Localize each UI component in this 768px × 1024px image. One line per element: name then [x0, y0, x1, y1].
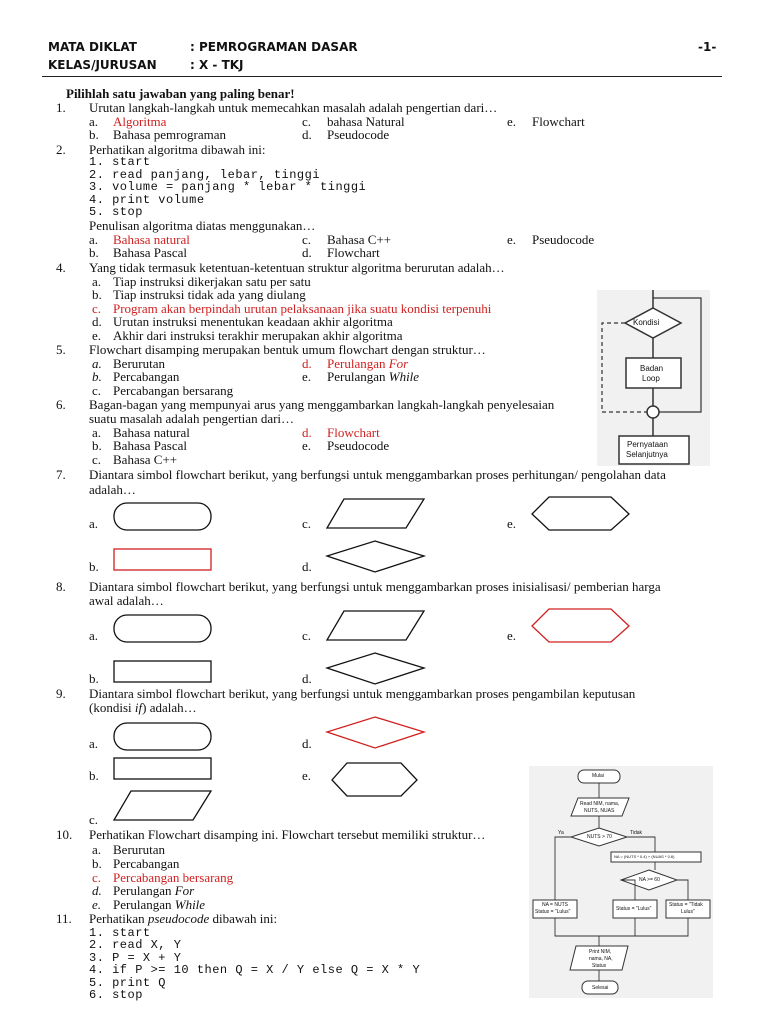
q1-d-option: Pseudocode	[327, 127, 390, 142]
q6-b-option: Bahasa Pascal	[113, 438, 188, 453]
q4-option-letter: e.	[92, 328, 102, 343]
q4-option-letter: b.	[92, 287, 102, 302]
q9-text2: (kondisi if) adalah…	[89, 700, 197, 715]
q2-d-option: Flowchart	[327, 245, 380, 260]
q7-a-letter: a.	[89, 516, 99, 531]
q11-code-line: 2. read X, Y	[89, 938, 182, 952]
q11-text: Perhatikan pseudocode dibawah ini:	[89, 911, 278, 926]
q1-text: Urutan langkah-langkah untuk memecahkan masalah adalah pengertian dari…	[89, 100, 498, 115]
q2-c-option: Bahasa C++	[327, 232, 392, 247]
q1-a-option: Algoritma	[113, 114, 167, 129]
q5-text: Flowchart disamping merupakan bentuk umum flowchart dengan struktur…	[89, 342, 486, 357]
q9-text: Diantara simbol flowchart berikut, yang berfungsi untuk menggambarkan proses pengambilan keputusan	[89, 686, 636, 701]
q11-code-line: 4. if P >= 10 then Q = X / Y else Q = X * Y	[89, 963, 421, 977]
flow-no-label: Tidak	[630, 830, 643, 836]
q2-c-letter: c.	[302, 232, 312, 247]
q6-a-option: Bahasa natural	[113, 425, 190, 440]
q2-e-option: Pseudocode	[532, 232, 595, 247]
q4-option-letter: d.	[92, 314, 102, 329]
q2-code-line: 2. read panjang, lebar, tinggi	[89, 168, 321, 182]
q7-text: Diantara simbol flowchart berikut, yang berfungsi untuk menggambarkan proses perhitungan/ pengolahan data	[89, 467, 666, 482]
input-output-symbol	[113, 790, 213, 822]
q9-d-letter: d.	[302, 736, 312, 751]
q11-code-line: 6. stop	[89, 988, 143, 1002]
q4-option: Tiap instruksi dikerjakan satu per satu	[113, 274, 311, 289]
q10-e-option: Perulangan While	[113, 897, 206, 912]
terminator-symbol	[113, 614, 213, 644]
q11-code-line: 1. start	[89, 926, 151, 940]
class-label: KELAS/JURUSAN	[48, 58, 157, 72]
q5-b-letter: b.	[92, 369, 102, 384]
preparation-symbol	[531, 496, 631, 532]
instruction: Pilihlah satu jawaban yang paling benar!	[66, 86, 295, 101]
flow-start-label: Mulai	[592, 773, 604, 779]
q5-b-option: Percabangan	[113, 369, 180, 384]
q2-code-line: 5. stop	[89, 205, 143, 219]
q8-b-letter: b.	[89, 671, 99, 686]
q9-b-letter: b.	[89, 768, 99, 783]
q6-b-letter: b.	[92, 438, 102, 453]
q1-c-letter: c.	[302, 114, 312, 129]
q6-a-letter: a.	[92, 425, 102, 440]
flow-right-box-label: Lulus"	[681, 909, 695, 915]
q2-code-line: 3. volume = panjang * lebar * tinggi	[89, 180, 367, 194]
loop-flowchart-figure	[597, 290, 710, 466]
flow-yes-label: Ya	[558, 830, 564, 836]
q10-a-option: Berurutan	[113, 842, 165, 857]
q1-b-letter: b.	[89, 127, 99, 142]
q9-number: 9.	[56, 686, 66, 701]
q10-c-option: Percabangan bersarang	[113, 870, 234, 885]
loop-kondisi-label: Kondisi	[633, 318, 660, 327]
q8-e-letter: e.	[507, 628, 517, 643]
q8-d-letter: d.	[302, 671, 312, 686]
q6-text: Bagan-bagan yang mempunyai arus yang menggambarkan langkah-langkah penyelesaian	[89, 397, 555, 412]
flow-calc-label: NA = (NUTS * 0.4) + (NUAS * 0.6)	[614, 854, 675, 859]
q6-d-letter: d.	[302, 425, 312, 440]
flow-left-box-label: NA = NUTS	[542, 902, 568, 908]
q5-d-letter: d.	[302, 356, 312, 371]
subject-value: : PEMROGRAMAN DASAR	[190, 40, 358, 54]
q6-c-letter: c.	[92, 452, 102, 467]
flow-right-box-label: Status = "Tidak	[669, 902, 703, 908]
flow-print-label: Print NIM,	[589, 949, 612, 955]
flow-left-box-label: Status = "Lulus"	[535, 909, 571, 915]
decision-symbol	[326, 540, 426, 574]
q9-a-letter: a.	[89, 736, 99, 751]
q7-text2: adalah…	[89, 482, 136, 497]
q1-e-option: Flowchart	[532, 114, 585, 129]
q1-e-letter: e.	[507, 114, 517, 129]
q10-d-letter: d.	[92, 883, 102, 898]
process-symbol	[113, 757, 213, 781]
q2-b-option: Bahasa Pascal	[113, 245, 188, 260]
flow-mid-box-label: Status = "Lulus"	[616, 906, 652, 912]
q10-number: 10.	[56, 827, 73, 842]
preparation-symbol	[531, 608, 631, 644]
q2-e-letter: e.	[507, 232, 517, 247]
q7-d-letter: d.	[302, 559, 312, 574]
q5-c-letter: c.	[92, 383, 102, 398]
q11-code-line: 5. print Q	[89, 976, 167, 990]
q10-c-letter: c.	[92, 870, 102, 885]
flow-print-label: Status	[592, 963, 607, 969]
q7-b-letter: b.	[89, 559, 99, 574]
flow-read-label: NUTS, NUAS	[584, 808, 615, 814]
flow-read-label: Read NIM, nama,	[580, 801, 620, 807]
loop-body-label: Loop	[642, 374, 660, 383]
q5-d-option: Perulangan For	[327, 356, 409, 371]
q8-text: Diantara simbol flowchart berikut, yang berfungsi untuk menggambarkan proses inisialisasi/ pemberian harga	[89, 579, 661, 594]
page-number: -1-	[698, 40, 717, 54]
q8-a-letter: a.	[89, 628, 99, 643]
q6-c-option: Bahasa C++	[113, 452, 178, 467]
branch-flowchart-figure	[529, 766, 713, 998]
input-output-symbol	[326, 610, 426, 642]
q1-d-letter: d.	[302, 127, 312, 142]
q7-number: 7.	[56, 467, 66, 482]
q2-text: Perhatikan algoritma dibawah ini:	[89, 142, 266, 157]
q10-text: Perhatikan Flowchart disamping ini. Flowchart tersebut memiliki struktur…	[89, 827, 486, 842]
flow-condition-label: NUTS > 70	[587, 834, 612, 840]
q2-text2: Penulisan algoritma diatas menggunakan…	[89, 218, 316, 233]
header-divider	[42, 76, 722, 77]
q4-option: Program akan berpindah urutan pelaksanaan jika suatu kondisi terpenuhi	[113, 301, 492, 316]
q1-number: 1.	[56, 100, 66, 115]
loop-next-label: Selanjutnya	[626, 450, 668, 459]
input-output-symbol	[326, 498, 426, 530]
q10-e-letter: e.	[92, 897, 102, 912]
q1-a-letter: a.	[89, 114, 99, 129]
q11-number: 11.	[56, 911, 72, 926]
flow-condition2-label: NA >= 60	[639, 877, 660, 883]
q5-a-letter: a.	[92, 356, 102, 371]
q4-option-letter: c.	[92, 301, 102, 316]
q1-c-option: bahasa Natural	[327, 114, 405, 129]
q7-c-letter: c.	[302, 516, 312, 531]
q11-code-line: 3. P = X + Y	[89, 951, 182, 965]
q4-option: Akhir dari instruksi terakhir merupakan akhir algoritma	[113, 328, 403, 343]
q6-text2: suatu masalah adalah pengertian dari…	[89, 411, 295, 426]
q2-number: 2.	[56, 142, 66, 157]
q4-text: Yang tidak termasuk ketentuan-ketentuan struktur algoritma berurutan adalah…	[89, 260, 505, 275]
subject-label: MATA DIKLAT	[48, 40, 137, 54]
q8-c-letter: c.	[302, 628, 312, 643]
branch-flowchart-drawing	[529, 766, 713, 998]
class-value: : X - TKJ	[190, 58, 244, 72]
decision-symbol	[326, 716, 426, 750]
loop-next-label: Pernyataan	[627, 440, 668, 449]
terminator-symbol	[113, 502, 213, 532]
q9-e-letter: e.	[302, 768, 312, 783]
decision-symbol	[326, 652, 426, 686]
q7-e-letter: e.	[507, 516, 517, 531]
q2-a-option: Bahasa natural	[113, 232, 190, 247]
q2-a-letter: a.	[89, 232, 99, 247]
process-symbol	[113, 548, 213, 572]
q4-option: Tiap instruksi tidak ada yang diulang	[113, 287, 306, 302]
process-symbol	[113, 660, 213, 684]
q4-number: 4.	[56, 260, 66, 275]
q5-e-option: Perulangan While	[327, 369, 420, 384]
q6-d-option: Flowchart	[327, 425, 380, 440]
q5-number: 5.	[56, 342, 66, 357]
q8-text2: awal adalah…	[89, 593, 164, 608]
preparation-symbol	[331, 762, 419, 798]
q10-a-letter: a.	[92, 842, 102, 857]
q9-c-letter: c.	[89, 812, 99, 827]
loop-body-label: Badan	[640, 364, 664, 373]
q10-d-option: Perulangan For	[113, 883, 195, 898]
flow-print-label: nama, NA,	[589, 956, 613, 962]
q2-code-line: 4. print volume	[89, 193, 205, 207]
q5-e-letter: e.	[302, 369, 312, 384]
q6-number: 6.	[56, 397, 66, 412]
q2-b-letter: b.	[89, 245, 99, 260]
q10-b-option: Percabangan	[113, 856, 180, 871]
q6-e-letter: e.	[302, 438, 312, 453]
terminator-symbol	[113, 722, 213, 752]
q6-e-option: Pseudocode	[327, 438, 390, 453]
q2-code-line: 1. start	[89, 155, 151, 169]
q8-number: 8.	[56, 579, 66, 594]
flow-end-label: Selesai	[592, 985, 609, 991]
q1-b-option: Bahasa pemrograman	[113, 127, 226, 142]
q5-a-option: Berurutan	[113, 356, 165, 371]
q4-option-letter: a.	[92, 274, 102, 289]
q10-b-letter: b.	[92, 856, 102, 871]
q4-option: Urutan instruksi menentukan keadaan akhir algoritma	[113, 314, 393, 329]
q2-d-letter: d.	[302, 245, 312, 260]
q5-c-option: Percabangan bersarang	[113, 383, 234, 398]
